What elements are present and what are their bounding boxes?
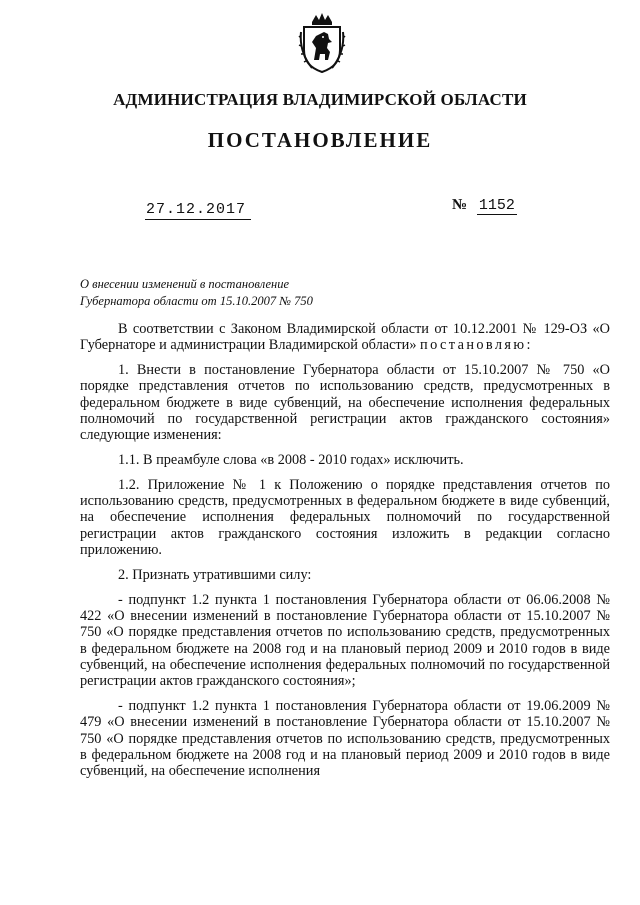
document-number: [452, 197, 517, 214]
number-value: 1152: [478, 197, 515, 214]
paragraph-repeal-1: - подпункт 1.2 пункта 1 постановления Губернатора области от 06.06.2008 № 422 «О внесении изменений в постановление Губернатора области от 15.10.2007 № 750 «О порядке представления отчетов по использованию средств, предусмотренных в федеральном бюджете на 2008 год и на плановый период 2009 и 2010 годов в виде субвенций, на обеспечение исполнения федеральных полномочий по государственной регистрации актов гражданского состояния»;: [80, 591, 610, 690]
document-date: 27.12.2017: [146, 201, 247, 218]
paragraph-item-1: 1. Внести в постановление Губернатора области от 15.10.2007 № 750 «О порядке представления отчетов по использованию средств, предусмотренных в федеральном бюджете в виде субвенций, на обеспечение исполнения федеральных полномочий по государственной регистрации актов гражданского состояния» следующие изменения:: [80, 362, 610, 444]
paragraph-preamble: [80, 321, 610, 354]
preamble-text: В соответствии с Законом Владимирской области от 10.12.2001 № 129-ОЗ «О Губернаторе и администрации Владимирской области»: [80, 321, 610, 354]
date-underline: [145, 219, 251, 220]
coat-of-arms-icon: [298, 12, 346, 74]
subject-line-2: Губернатора области от 15.10.2007 № 750: [80, 294, 313, 308]
resolution-word: постановляю:: [420, 337, 533, 354]
document-subject: [80, 276, 313, 310]
number-sign: №: [452, 197, 468, 213]
paragraph-item-2: 2. Признать утратившими силу:: [118, 566, 312, 583]
document-type: ПОСТАНОВЛЕНИЕ: [207, 128, 433, 152]
document-body: [80, 321, 610, 788]
paragraph-item-1-1: 1.1. В преамбуле слова «в 2008 - 2010 годах» исключить.: [118, 452, 464, 469]
paragraph-item-1-2: 1.2. Приложение № 1 к Положению о порядке представления отчетов по использованию средств, предусмотренных в федеральном бюджете в виде субвенций, на обеспечение исполнения федеральных полномочий по государственной регистрации актов гражданского состояния изложить в редакции согласно приложению.: [80, 476, 610, 559]
subject-line-1: О внесении изменений в постановление: [80, 277, 290, 291]
organization-name: АДМИНИСТРАЦИЯ ВЛАДИМИРСКОЙ ОБЛАСТИ: [113, 90, 527, 109]
paragraph-repeal-2: - подпункт 1.2 пункта 1 постановления Губернатора области от 19.06.2009 № 479 «О внесении изменений в постановление Губернатора области от 15.10.2007 № 750 «О порядке представления отчетов по использованию средств, предусмотренных в федеральном бюджете на 2008 год и на плановый период 2009 и 2010 годов в виде субвенций, на обеспечение исполнения: [80, 697, 610, 780]
